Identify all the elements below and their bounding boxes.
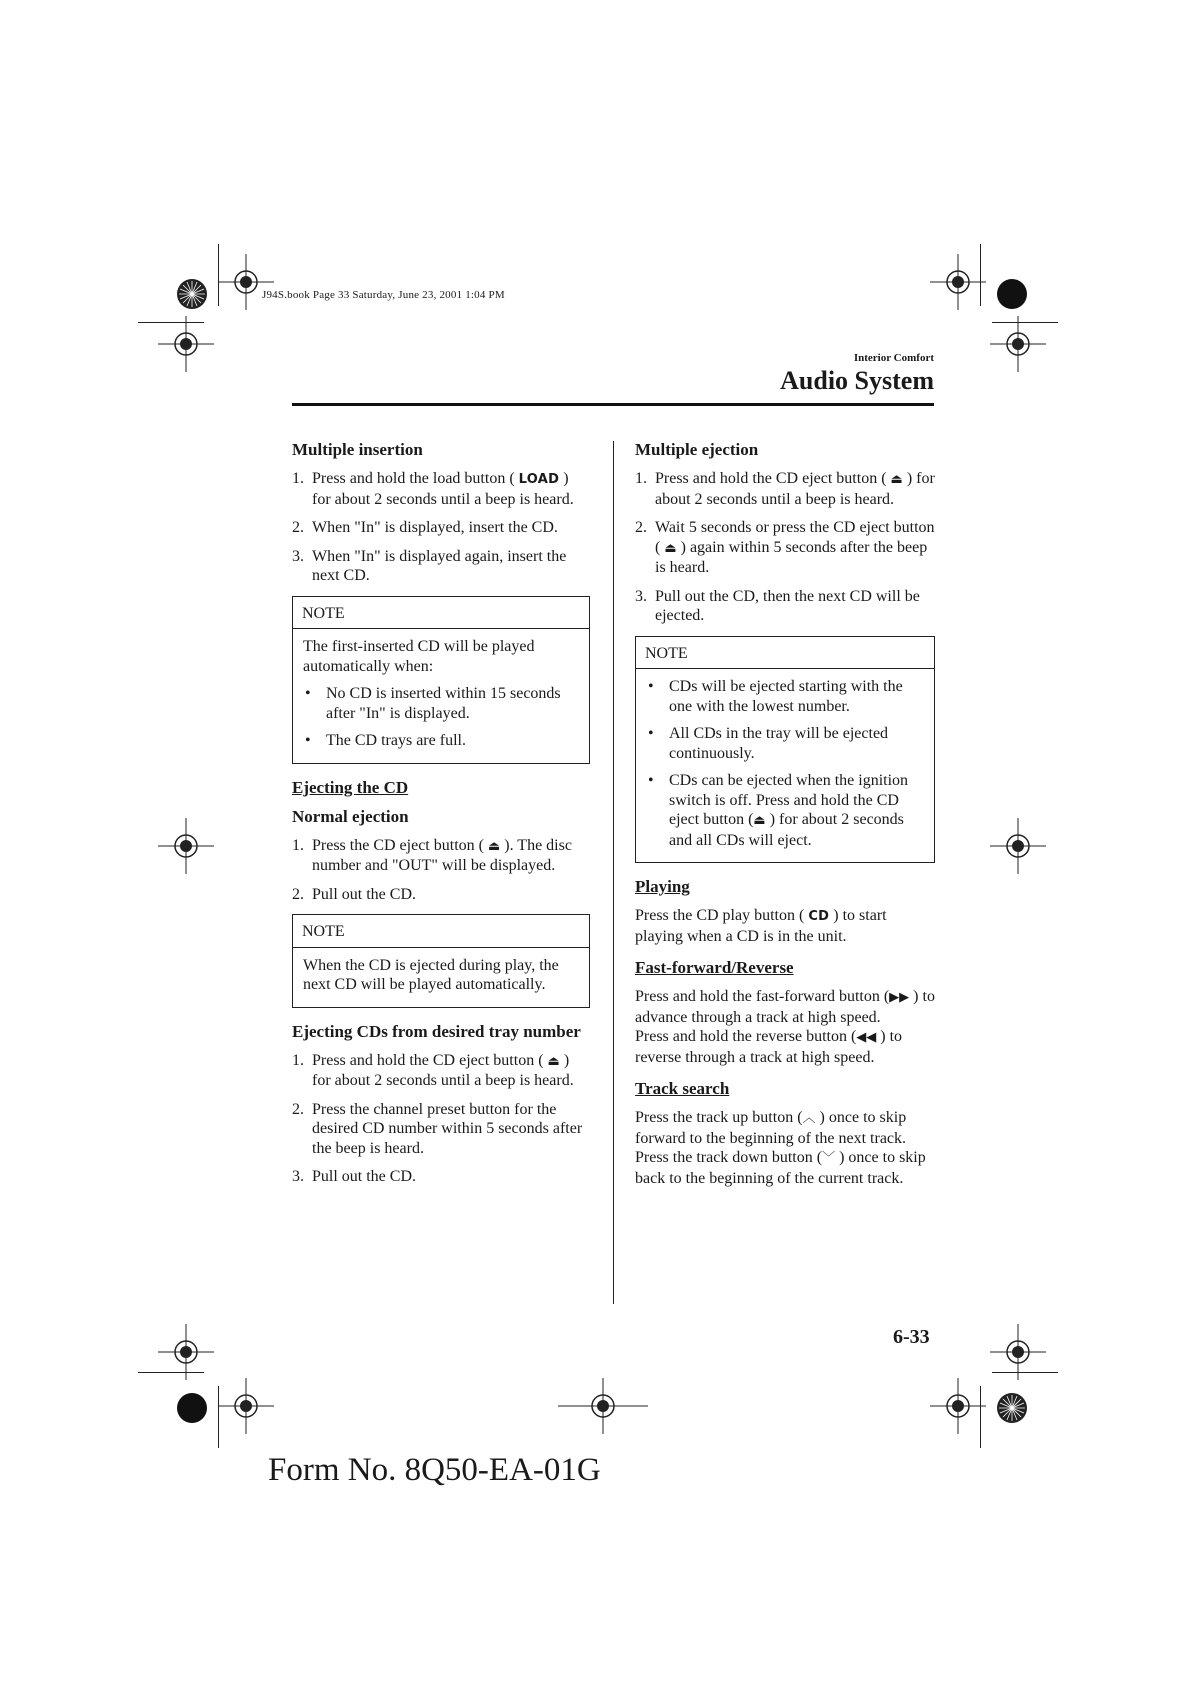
list-item (635, 587, 935, 626)
right-column (635, 440, 935, 1200)
heading-multiple-insertion: Multiple insertion (292, 440, 423, 459)
step-text: Press and hold the CD eject button ( ⏏ ) for about 2 seconds until a beep is heard. (655, 470, 935, 508)
chevron-up-icon: ︿ (802, 1111, 816, 1126)
list-item (292, 469, 590, 509)
registration-mark-icon (558, 1378, 648, 1434)
fast-forward-text: Press and hold the fast-forward button (▶▶ ) to advance through a track at high speed. (635, 988, 935, 1026)
registration-mark-icon (990, 818, 1046, 874)
bullet-icon: • (305, 685, 311, 702)
left-column (292, 440, 590, 1197)
step-number: 3. (635, 587, 647, 605)
registration-mark-icon (930, 254, 986, 310)
reverse-icon: ◀◀ (856, 1030, 877, 1045)
step-text: Press the CD eject button ( ⏏ ). The disc number and "OUT" will be displayed. (312, 836, 572, 874)
step-number: 1. (292, 836, 304, 854)
note-bullet: • All CDs in the tray will be ejected continuously. (648, 725, 889, 762)
step-number: 1. (635, 470, 647, 487)
track-down-text: Press the track down button (﹀ ) once to skip back to the beginning of the current track. (635, 1149, 926, 1187)
eject-icon: ⏏ (753, 813, 766, 828)
step-text: Pull out the CD. (312, 1168, 417, 1185)
cd-button-icon: CD (808, 909, 830, 924)
page-number: 6-33 (893, 1326, 930, 1348)
solid-dot-icon (996, 278, 1028, 310)
section-label: Interior Comfort (853, 352, 934, 364)
bullet-icon: • (648, 678, 654, 695)
registration-mark-icon (158, 1324, 214, 1380)
heading-fast-forward-reverse: Fast-forward/Reverse (635, 958, 794, 977)
reverse-text: Press and hold the reverse button (◀◀ ) to reverse through a track at high speed. (635, 1028, 903, 1066)
desired-tray-steps (292, 1051, 590, 1187)
bullet-icon: • (648, 772, 654, 789)
heading-normal-ejection: Normal ejection (292, 806, 409, 826)
registration-mark-icon (930, 1378, 986, 1434)
step-text: Pull out the CD. (312, 885, 417, 903)
note-body (293, 948, 589, 1007)
list-item (635, 469, 935, 509)
step-text: When "In" is displayed again, insert the next CD. (312, 547, 567, 584)
fast-forward-icon: ▶▶ (889, 990, 910, 1005)
solid-dot-icon (176, 1392, 208, 1424)
note-bullet: • The CD trays are full. (305, 732, 466, 749)
eject-icon: ⏏ (547, 1053, 560, 1069)
step-number: 3. (292, 1168, 304, 1185)
starburst-mark-icon (996, 1392, 1028, 1424)
note-label: NOTE (293, 597, 589, 630)
list-item (292, 1167, 590, 1187)
header-rule (292, 403, 934, 406)
step-number: 1. (292, 470, 304, 487)
note-bullet: • CDs can be ejected when the ignition switch is off. Press and hold the CD eject button (⏏ ) for about 2 seconds and all CDs will eject. (648, 772, 909, 849)
heading-playing: Playing (635, 877, 690, 896)
form-number: Form No. 8Q50-EA-01G (268, 1452, 601, 1488)
step-number: 2. (292, 885, 304, 903)
registration-mark-icon (158, 818, 214, 874)
step-text: Press and hold the load button ( LOAD ) for about 2 seconds until a beep is heard. (312, 470, 574, 508)
starburst-mark-icon (176, 278, 208, 310)
list-item (292, 885, 590, 905)
list-item (635, 518, 935, 578)
step-text: Press the channel preset button for the desired CD number within 5 seconds after the beep is heard. (312, 1100, 583, 1157)
step-text: Pull out the CD, then the next CD will be ejected. (655, 587, 920, 624)
book-info: J94S.book Page 33 Saturday, June 23, 2001 1:04 PM (262, 289, 505, 301)
step-text: When "In" is displayed, insert the CD. (312, 519, 558, 536)
step-number: 2. (292, 1100, 304, 1118)
note-label: NOTE (636, 637, 934, 670)
heading-multiple-ejection: Multiple ejection (635, 440, 759, 459)
note-bullet: • CDs will be ejected starting with the one with the lowest number. (648, 678, 903, 715)
note-intro: The first-inserted CD will be played automatically when: (303, 638, 535, 675)
note-body (636, 669, 934, 862)
note-text: When the CD is ejected during play, the next CD will be played automatically. (303, 956, 559, 993)
column-divider (613, 441, 614, 1304)
registration-mark-icon (158, 316, 214, 372)
list-item (292, 836, 590, 876)
step-number: 2. (292, 519, 304, 536)
playing-text: Press the CD play button ( CD ) to start playing when a CD is in the unit. (635, 907, 887, 945)
note-bullet: • No CD is inserted within 15 seconds after "In" is displayed. (305, 685, 561, 722)
multiple-ejection-steps (635, 469, 935, 626)
note-box (292, 914, 590, 1008)
step-number: 1. (292, 1051, 304, 1069)
bullet-icon: • (648, 725, 654, 742)
page-title: Audio System (780, 366, 934, 395)
eject-icon: ⏏ (487, 838, 501, 854)
registration-mark-icon (218, 1378, 274, 1434)
multiple-insertion-steps (292, 469, 590, 586)
note-box (292, 596, 590, 764)
step-text: Wait 5 seconds or press the CD eject button ( ⏏ ) again within 5 seconds after the beep is heard. (655, 519, 935, 576)
heading-desired-tray: Ejecting CDs from desired tray number (292, 1021, 581, 1041)
list-item (292, 518, 590, 538)
registration-mark-icon (990, 1324, 1046, 1380)
step-text: Press and hold the CD eject button ( ⏏ ) for about 2 seconds until a beep is heard. (312, 1051, 574, 1089)
note-body (293, 629, 589, 763)
eject-icon: ⏏ (664, 540, 677, 556)
heading-track-search: Track search (635, 1079, 730, 1098)
bullet-icon: • (305, 732, 311, 749)
list-item (292, 547, 590, 586)
step-number: 2. (635, 519, 647, 536)
registration-mark-icon (218, 254, 274, 310)
note-label: NOTE (293, 915, 589, 948)
registration-mark-icon (990, 316, 1046, 372)
load-button-icon: LOAD (518, 472, 560, 487)
list-item (292, 1051, 590, 1091)
heading-ejecting-cd: Ejecting the CD (292, 777, 409, 797)
normal-ejection-steps (292, 836, 590, 905)
chevron-down-icon: ﹀ (822, 1151, 836, 1166)
eject-icon: ⏏ (890, 472, 903, 487)
list-item (292, 1100, 590, 1159)
step-number: 3. (292, 547, 304, 565)
track-up-text: Press the track up button (︿ ) once to skip forward to the beginning of the next track. (635, 1109, 907, 1147)
note-box (635, 636, 935, 864)
